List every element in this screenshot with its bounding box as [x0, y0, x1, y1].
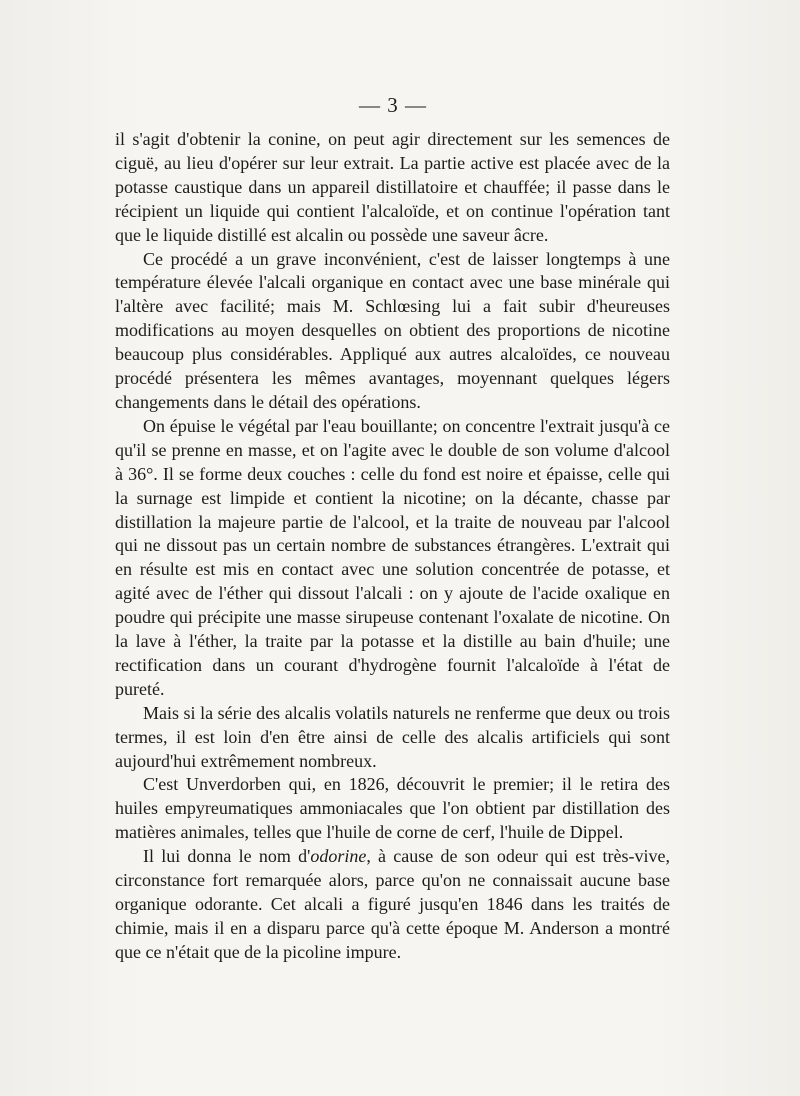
paragraph-4: Mais si la série des alcalis volatils naturels ne renferme que deux ou trois termes, il est loin d'en être ainsi de celle des alcalis artificiels qui sont aujourd'hui extrêmement nombreux.	[115, 702, 670, 771]
odorine-term: odorine	[310, 846, 367, 867]
paragraph-5: C'est Unverdorben qui, en 1826, découvrit le premier; il le retira des huiles empyreumatiques ammoniacales que l'on obtient par distillation des matières animales, telles que l'huile de corne de cerf, l'huile de Dippel.	[115, 774, 670, 843]
paragraph-6-after: , à cause de son odeur qui est très-vive, circonstance fort remarquée alors, parce qu'on ne connaissait aucune base organique odorante. Cet alcali a figuré jusqu'en 1846 dans les traités de chimie, mais il en a disparu parce qu'à cette époque M. Anderson a montré que ce n'était que de la picoline impure.	[115, 846, 670, 962]
paragraph-6	[115, 845, 670, 965]
body-text	[115, 128, 670, 965]
paragraph-6-before: Il lui donna le nom d'	[143, 846, 311, 867]
paragraph-3: On épuise le végétal par l'eau bouillante; on concentre l'extrait jusqu'à ce qu'il se prenne en masse, et on l'agite avec le double de son volume d'alcool à 36°. Il se forme deux couches : celle du fond est noire et épaisse, celle qui la surnage est limpide et contient la nicotine; on la décante, chasse par distillation la majeure partie de l'alcool, et la traite de nouveau par l'alcool qui ne dissout pas un certain nombre de substances étrangères. L'extrait qui en résulte est mis en contact avec une solution concentrée de potasse, et agité avec de l'éther qui dissout l'alcali : on y ajoute de l'acide oxalique en poudre qui précipite une masse sirupeuse contenant l'oxalate de nicotine. On la lave à l'éther, la traite par la potasse et la distille au bain d'huile; une rectification dans un courant d'hydrogène fournit l'alcaloïde à l'état de pureté.	[115, 415, 670, 699]
page-number: — 3 —	[359, 93, 427, 117]
paragraph-2: Ce procédé a un grave inconvénient, c'est de laisser longtemps à une température élevée l'alcali organique en contact avec une base minérale qui l'altère avec facilité; mais M. Schlœsing lui a fait subir d'heureuses modifications au moyen desquelles on obtient des proportions de nicotine beaucoup plus considérables. Appliqué aux autres alcaloïdes, ce nouveau procédé présentera les mêmes avantages, moyennant quelques légers changements dans le détail des opérations.	[115, 248, 670, 412]
paragraph-1: il s'agit d'obtenir la conine, on peut agir directement sur les semences de ciguë, au lieu d'opérer sur leur extrait. La partie active est placée avec de la potasse caustique dans un appareil distillatoire et chauffée; il passe dans le récipient un liquide qui contient l'alcaloïde, et on continue l'opération tant que le liquide distillé est alcalin ou possède une saveur âcre.	[115, 129, 670, 245]
